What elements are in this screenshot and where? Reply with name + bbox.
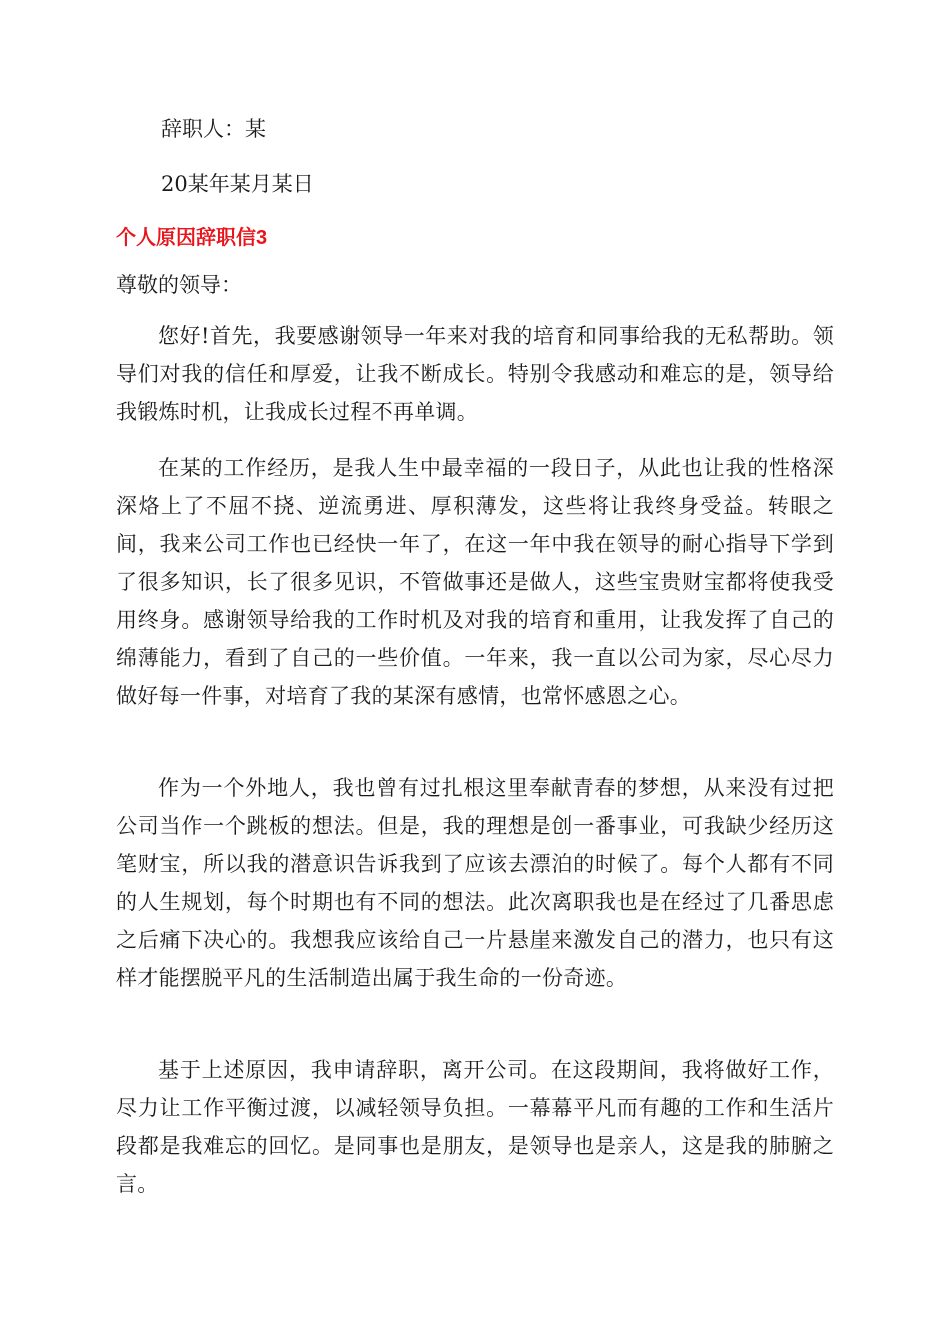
signature-line: 辞职人：某 xyxy=(161,117,266,141)
body-paragraph: 作为一个外地人，我也曾有过扎根这里奉献青春的梦想，从来没有过把公司当作一个跳板的想法。但是，我的理想是创一番事业，可我缺少经历这笔财宝，所以我的潜意识告诉我到了应该去漂泊的时候了。每个人都有不同的人生规划，每个时期也有不同的想法。此次离职我也是在经过了几番思虑之后痛下决心的。我想我应该给自己一片悬崖来激发自己的潜力，也只有这样才能摆脱平凡的生活制造出属于我生命的一份奇迹。 xyxy=(116,776,834,990)
body-paragraph: 您好!首先，我要感谢领导一年来对我的培育和同事给我的无私帮助。领导们对我的信任和厚爱，让我不断成长。特别令我感动和难忘的是，领导给我锻炼时机，让我成长过程不再单调。 xyxy=(116,324,834,424)
section-heading: 个人原因辞职信3 xyxy=(116,227,268,249)
date-line: 20某年某月某日 xyxy=(161,172,314,196)
body-paragraph: 在某的工作经历，是我人生中最幸福的一段日子，从此也让我的性格深深烙上了不屈不挠、逆流勇进、厚积薄发，这些将让我终身受益。转眼之间，我来公司工作也已经快一年了，在这一年中我在领导的耐心指导下学到了很多知识，长了很多见识，不管做事还是做人，这些宝贵财宝都将使我受用终身。感谢领导给我的工作时机及对我的培育和重用，让我发挥了自己的绵薄能力，看到了自己的一些价值。一年来，我一直以公司为家，尽心尽力做好每一件事，对培育了我的某深有感情，也常怀感恩之心。 xyxy=(116,456,834,708)
salutation: 尊敬的领导： xyxy=(116,273,242,297)
body-paragraph: 基于上述原因，我申请辞职，离开公司。在这段期间，我将做好工作，尽力让工作平衡过渡，以减轻领导负担。一幕幕平凡而有趣的工作和生活片段都是我难忘的回忆。是同事也是朋友，是领导也是亲人，这是我的肺腑之言。 xyxy=(116,1058,834,1196)
